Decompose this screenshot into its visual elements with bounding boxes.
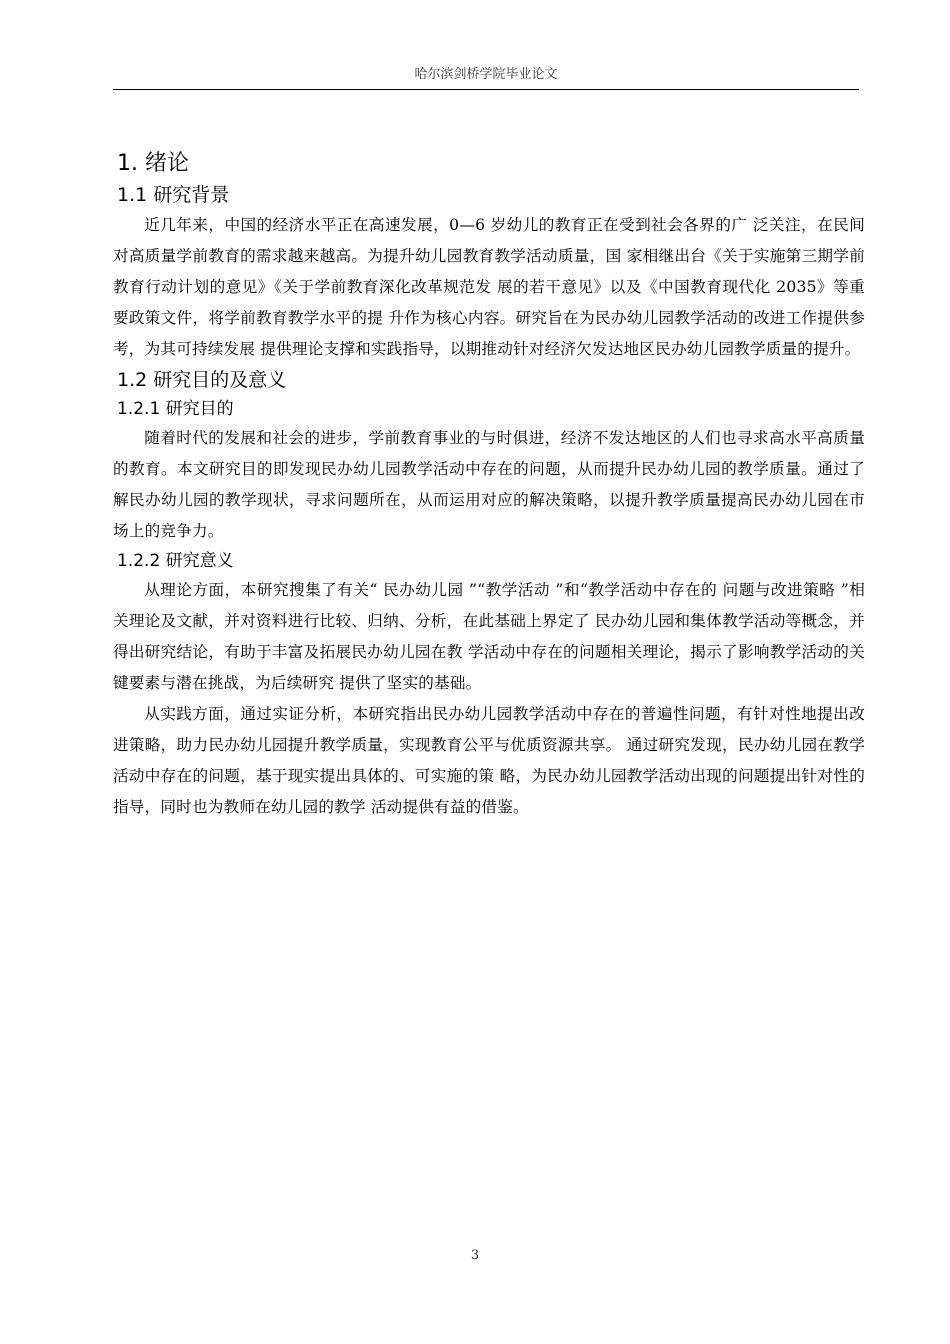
- paragraph-research-background: 近几年来，中国的经济水平正在高速发展，0—6 岁幼儿的教育正在受到社会各界的广 泛关注，在民间对高质量学前教育的需求越来越高。为提升幼儿园教育教学活动质量，国 家相继出台《关于实施第三期学前教育行动计划的意见》《关于学前教育深化改革规范发 展的若干意见》以及《中国教育现代化 2035》等重要政策文件，将学前教育教学水平的提 升作为核心内容。研究旨在为民办幼儿园教学活动的改进工作提供参考，为其可持续发展 提供理论支撑和实践指导，以期推动针对经济欠发达地区民办幼儿园教学质量的提升。: [113, 216, 865, 358]
- paragraph-significance-theory: 从理论方面，本研究搜集了有关“ 民办幼儿园 ”“教学活动 ”和“教学活动中存在的 问题与改进策略 ”相关理论及文献，并对资料进行比较、归纳、分析，在此基础上界定了 民办幼儿园和集体教学活动等概念，并得出研究结论，有助于丰富及拓展民办幼儿园在教 学活动中存在的问题相关理论，揭示了影响教学活动的关键要素与潜在挑战，为后续研究 提供了坚实的基础。: [113, 581, 865, 692]
- section-title-purpose-significance: 1.2 研究目的及意义: [117, 369, 287, 391]
- subsection-title-research-significance: 1.2.2 研究意义: [117, 551, 234, 571]
- page-header: [113, 63, 859, 90]
- page-number: 3: [470, 1248, 480, 1263]
- document-body: [113, 140, 865, 823]
- paragraph-research-purpose: 随着时代的发展和社会的进步，学前教育事业的与时俱进，经济不发达地区的人们也寻求高水平高质量的教育。本文研究目的即发现民办幼儿园教学活动中存在的问题，从而提升民办幼儿园的教学质量。通过了解民办幼儿园的教学现状，寻求问题所在，从而运用对应的解决策略，以提升教学质量提高民办幼儿园在市场上的竞争力。: [113, 429, 865, 540]
- subsection-title-research-purpose: 1.2.1 研究目的: [117, 399, 234, 419]
- section-title-research-background: 1.1 研究背景: [117, 184, 230, 206]
- header-title: 哈尔滨剑桥学院毕业论文: [414, 67, 558, 82]
- paragraph-significance-practice: 从实践方面，通过实证分析，本研究指出民办幼儿园教学活动中存在的普遍性问题，有针对性地提出改进策略，助力民办幼儿园提升教学质量，实现教育公平与优质资源共享。 通过研究发现，民办幼儿园在教学活动中存在的问题，基于现实提出具体的、可实施的策 略，为民办幼儿园教学活动出现的问题提出针对性的指导，同时也为教师在幼儿园的教学 活动提供有益的借鉴。: [113, 705, 865, 816]
- chapter-title: 1. 绪论: [117, 151, 189, 176]
